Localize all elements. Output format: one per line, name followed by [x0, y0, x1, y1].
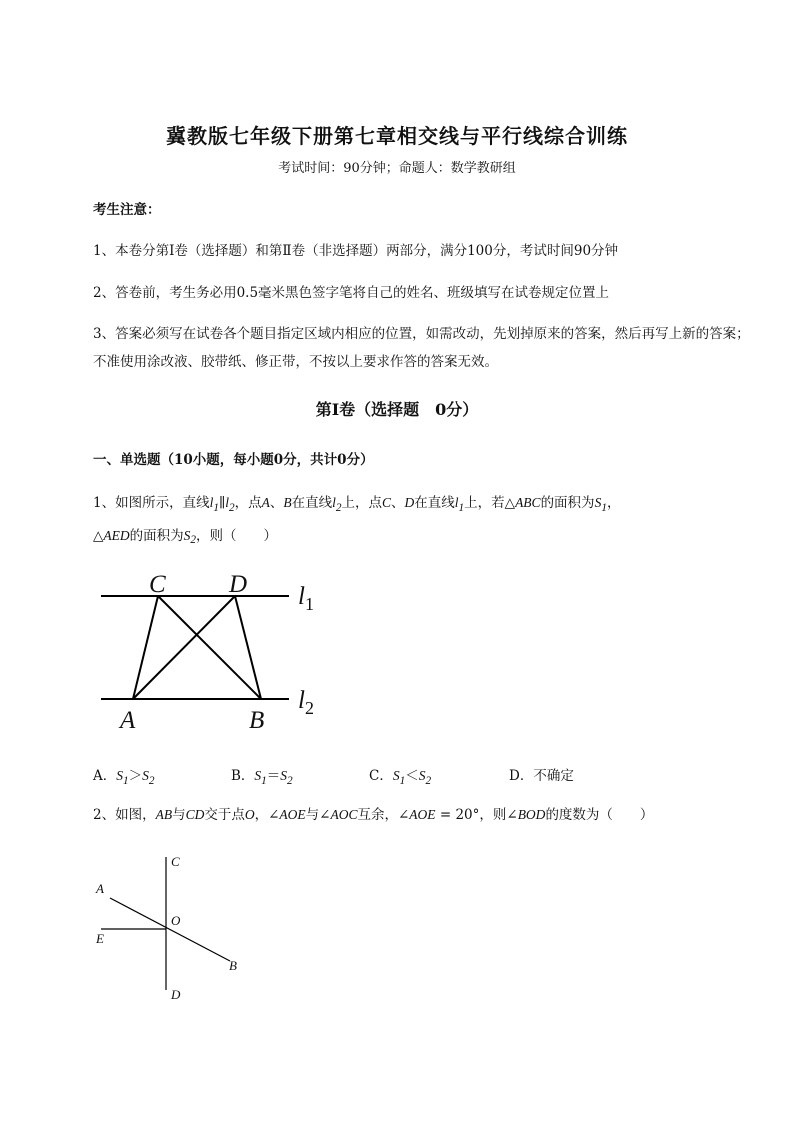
option-d: D．不确定	[509, 768, 574, 784]
option-c: C．$S_1<S_2$	[369, 768, 432, 787]
label-l1: $l_1$	[298, 583, 314, 614]
page-title: 冀教版七年级下册第七章相交线与平行线综合训练	[166, 124, 628, 148]
label-E: E	[96, 931, 104, 946]
question-1-text: 1、如图所示，直线$l_1\parallel l_2$，点A、B在直线$l_2$上，点C、D在直线$l_1$上，若△ABC的面积为$S_1$， △AED的面积为$S_2$，则（ ）	[93, 495, 621, 547]
part-heading: 一、单选题（10小题，每小题0分，共计0分）	[93, 452, 374, 468]
label-D: D	[171, 987, 181, 1002]
question-2-text: 2、如图，AB与CD交于点O，∠AOE与∠AOC互余，∠AOE = 20°，则∠BOD的度数为（ ）	[93, 807, 654, 823]
exam-info: 考试时间：90分钟；命题人：数学教研组	[278, 161, 516, 176]
label-A: A	[96, 881, 104, 896]
label-l2: $l_2$	[298, 687, 314, 718]
label-A: A	[120, 707, 136, 734]
section-title: 第I卷（选择题 0分）	[315, 400, 479, 419]
label-D: D	[229, 571, 248, 598]
notice-heading: 考生注意：	[93, 202, 161, 218]
label-B: B	[249, 707, 265, 734]
label-C: C	[171, 854, 180, 869]
label-B: B	[229, 958, 237, 973]
label-O: O	[171, 913, 181, 928]
notice-item-3: 3、答案必须写在试卷各个题目指定区域内相应的位置，如需改动，先划掉原来的答案，然后再写上新的答案；不准使用涂改液、胶带纸、修正带，不按以上要求作答的答案无效。	[93, 326, 750, 370]
label-C: C	[149, 571, 166, 598]
notice-item-2: 2、答卷前，考生务必用0.5毫米黑色签字笔将自己的姓名、班级填写在试卷规定位置上	[93, 285, 610, 301]
notice-item-1: 1、本卷分第I卷（选择题）和第Ⅱ卷（非选择题）两部分，满分100分，考试时间90分钟	[93, 243, 619, 259]
option-a: A．$S_1>S_2$	[93, 768, 155, 787]
option-b: B．$S_1=S_2$	[231, 768, 293, 787]
